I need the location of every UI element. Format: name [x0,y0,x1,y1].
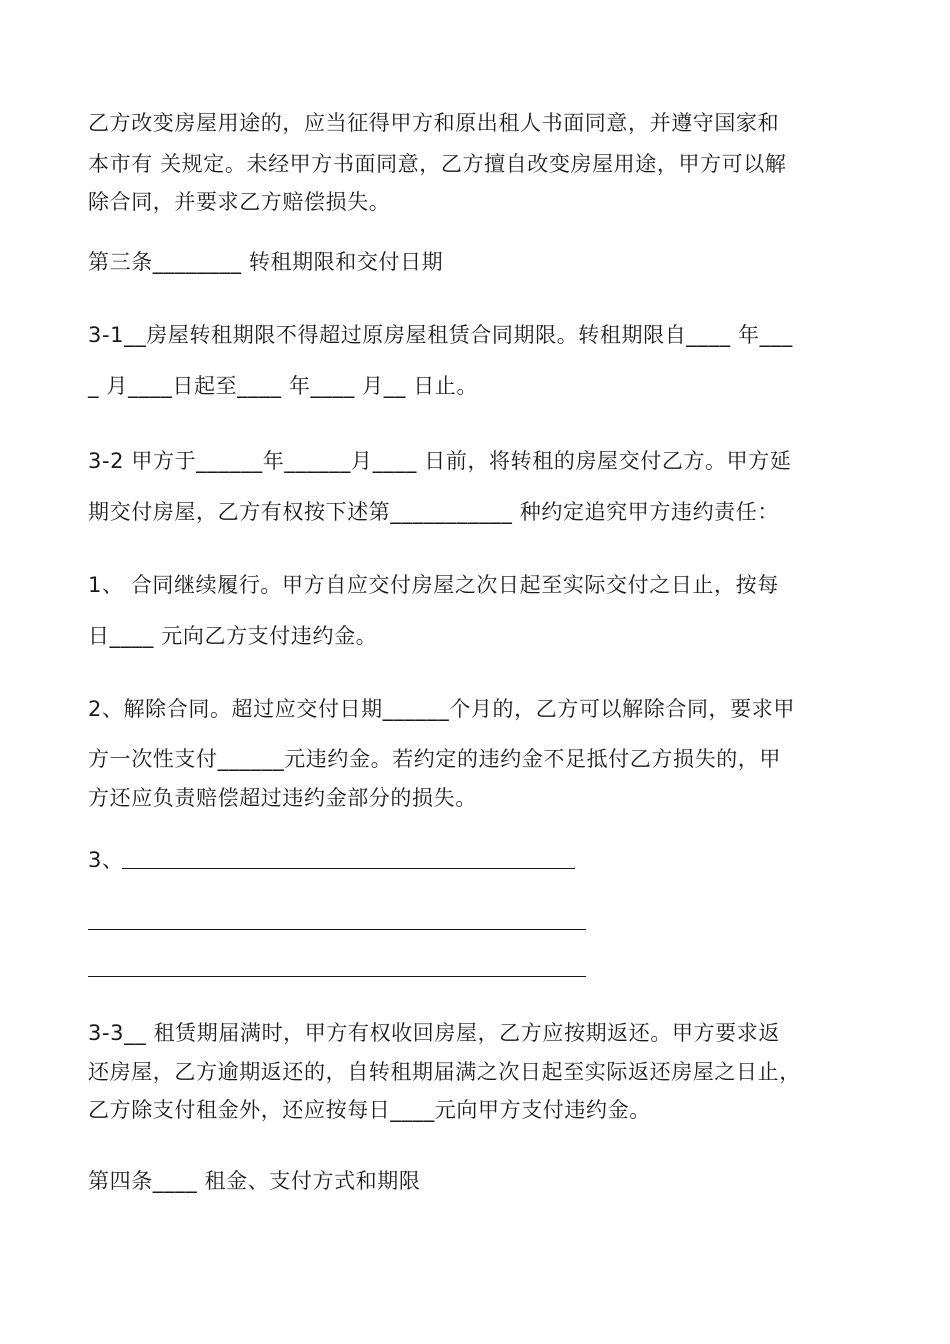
option-1-line-1: 1、 合同继续履行。甲方自应交付房屋之次日起至实际交付之日止，按每 [88,573,779,597]
clause-3-2-line-1: 3-2 甲方于______年______月____ 日前，将转租的房屋交付乙方。甲方延 [88,449,792,473]
option-3-blank-line-1 [122,868,575,869]
paragraph-intro-line-1: 乙方改变房屋用途的，应当征得甲方和原出租人书面同意，并遵守国家和 [88,111,780,135]
option-2-line-2: 方一次性支付______元违约金。若约定的违约金不足抵付乙方损失的，甲 [88,747,781,771]
option-3-blank-line-2 [88,929,586,930]
option-3-blank-line-3 [88,976,586,977]
clause-3-3-line-1: 3-3__ 租赁期届满时，甲方有权收回房屋，乙方应按期返还。甲方要求返 [88,1021,780,1045]
clause-3-2-line-2: 期交付房屋，乙方有权按下述第___________ 种约定追究甲方违约责任： [88,500,779,524]
option-1-line-2: 日____ 元向乙方支付违约金。 [88,624,378,648]
paragraph-intro-line-3: 除合同，并要求乙方赔偿损失。 [88,190,391,214]
option-2-line-1: 2、解除合同。超过应交付日期______个月的，乙方可以解除合同，要求甲 [88,697,795,721]
article-4-heading: 第四条____ 租金、支付方式和期限 [88,1169,421,1193]
option-3-label: 3、 [88,848,124,872]
paragraph-intro-line-2: 本市有 关规定。未经甲方书面同意，乙方擅自改变房屋用途，甲方可以解 [88,152,787,176]
clause-3-3-line-2: 还房屋，乙方逾期返还的，自转租期届满之次日起至实际返还房屋之日止， [88,1060,801,1084]
clause-3-1-line-1: 3-1__房屋转租期限不得超过原房屋租赁合同期限。转租期限自____ 年___ [88,323,793,347]
article-3-heading: 第三条________ 转租期限和交付日期 [88,250,444,274]
option-2-line-3: 方还应负责赔偿超过违约金部分的损失。 [88,786,477,810]
clause-3-1-line-2: _ 月____日起至____ 年____ 月__ 日止。 [88,374,479,398]
clause-3-3-line-3: 乙方除支付租金外，还应按每日____元向甲方支付违约金。 [88,1098,651,1122]
